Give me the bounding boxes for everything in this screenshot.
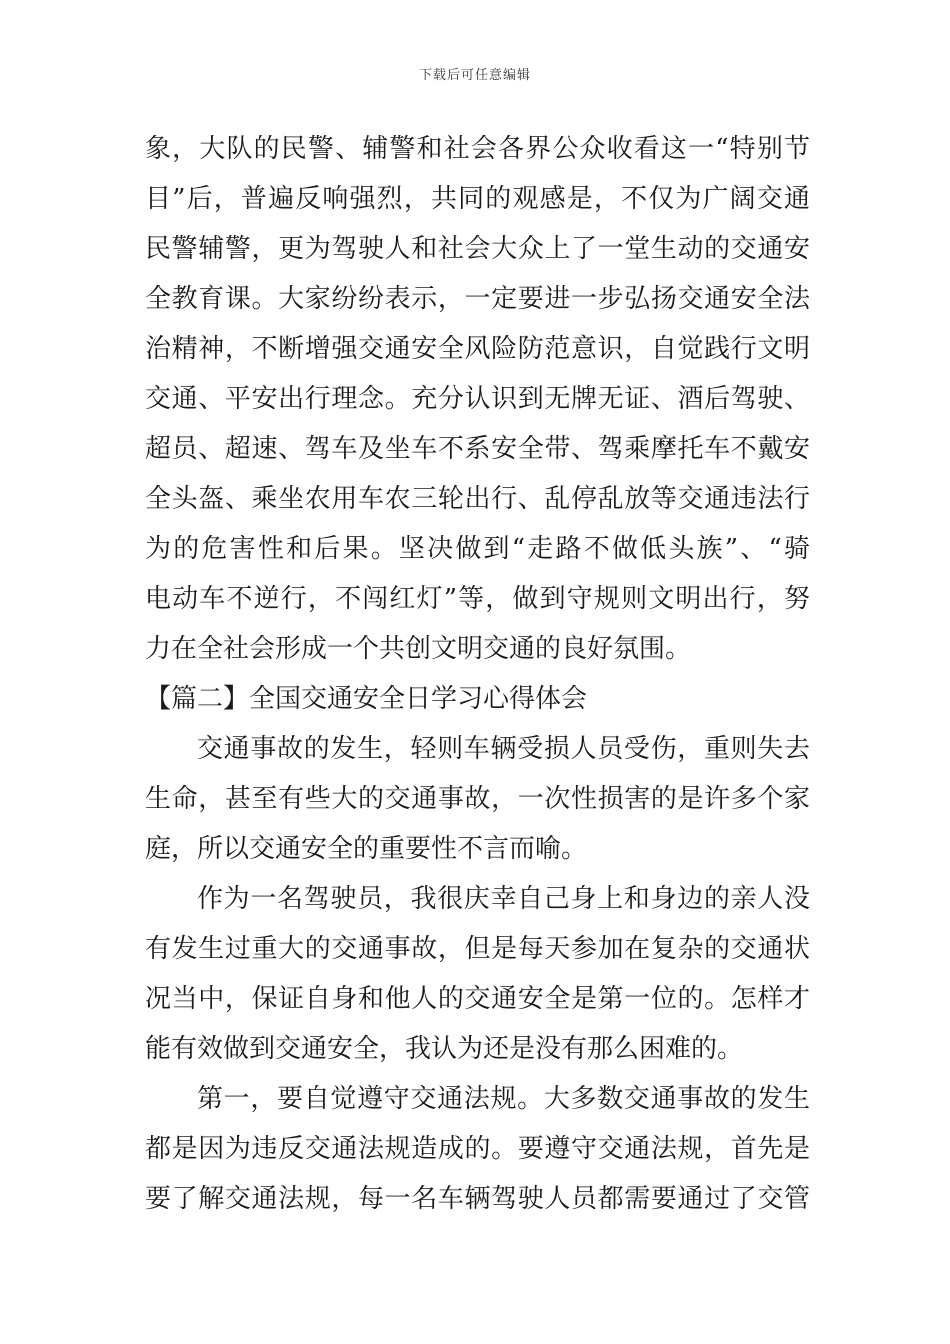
text-line: 要了解交通法规，每一名车辆驾驶人员都需要通过了交管 [145, 1184, 810, 1214]
text-line: 象，大队的民警、辅警和社会各界公众收看这一“特别节 [145, 134, 810, 164]
paragraph-first-line: 交通事故的发生，轻则车辆受损人员受伤，重则失去 [197, 734, 810, 764]
document-body [145, 124, 810, 1224]
text-line: 治精神，不断增强交通安全风险防范意识，自觉践行文明 [145, 334, 810, 364]
text-line: 况当中，保证自身和他人的交通安全是第一位的。怎样才 [145, 984, 810, 1014]
section-heading: 【篇二】全国交通安全日学习心得体会 [145, 684, 588, 714]
paragraph-first-line: 第一，要自觉遵守交通法规。大多数交通事故的发生 [197, 1084, 810, 1114]
text-line: 交通、平安出行理念。充分认识到无牌无证、酒后驾驶、 [145, 384, 810, 414]
text-line: 都是因为违反交通法规造成的。要遵守交通法规，首先是 [145, 1134, 810, 1164]
text-line: 庭，所以交通安全的重要性不言而喻。 [145, 834, 588, 864]
text-line: 民警辅警，更为驾驶人和社会大众上了一堂生动的交通安 [145, 234, 810, 264]
text-line: 全头盔、乘坐农用车农三轮出行、乱停乱放等交通违法行 [145, 484, 810, 514]
text-line: 全教育课。大家纷纷表示，一定要进一步弘扬交通安全法 [145, 284, 810, 314]
text-line: 生命，甚至有些大的交通事故，一次性损害的是许多个家 [145, 784, 810, 814]
text-line: 能有效做到交通安全，我认为还是没有那么困难的。 [145, 1034, 744, 1064]
text-line: 超员、超速、驾车及坐车不系安全带、驾乘摩托车不戴安 [145, 434, 810, 464]
text-line: 为的危害性和后果。坚决做到“走路不做低头族”、“骑 [145, 534, 810, 564]
paragraph-first-line: 作为一名驾驶员，我很庆幸自己身上和身边的亲人没 [197, 884, 810, 914]
text-line: 目”后，普遍反响强烈，共同的观感是，不仅为广阔交通 [145, 184, 810, 214]
text-line: 有发生过重大的交通事故，但是每天参加在复杂的交通状 [145, 934, 810, 964]
text-line: 电动车不逆行，不闯红灯”等，做到守规则文明出行，努 [145, 584, 810, 614]
text-line: 力在全社会形成一个共创文明交通的良好氛围。 [145, 634, 692, 664]
page-header-note: 下载后可任意编辑 [418, 68, 531, 83]
